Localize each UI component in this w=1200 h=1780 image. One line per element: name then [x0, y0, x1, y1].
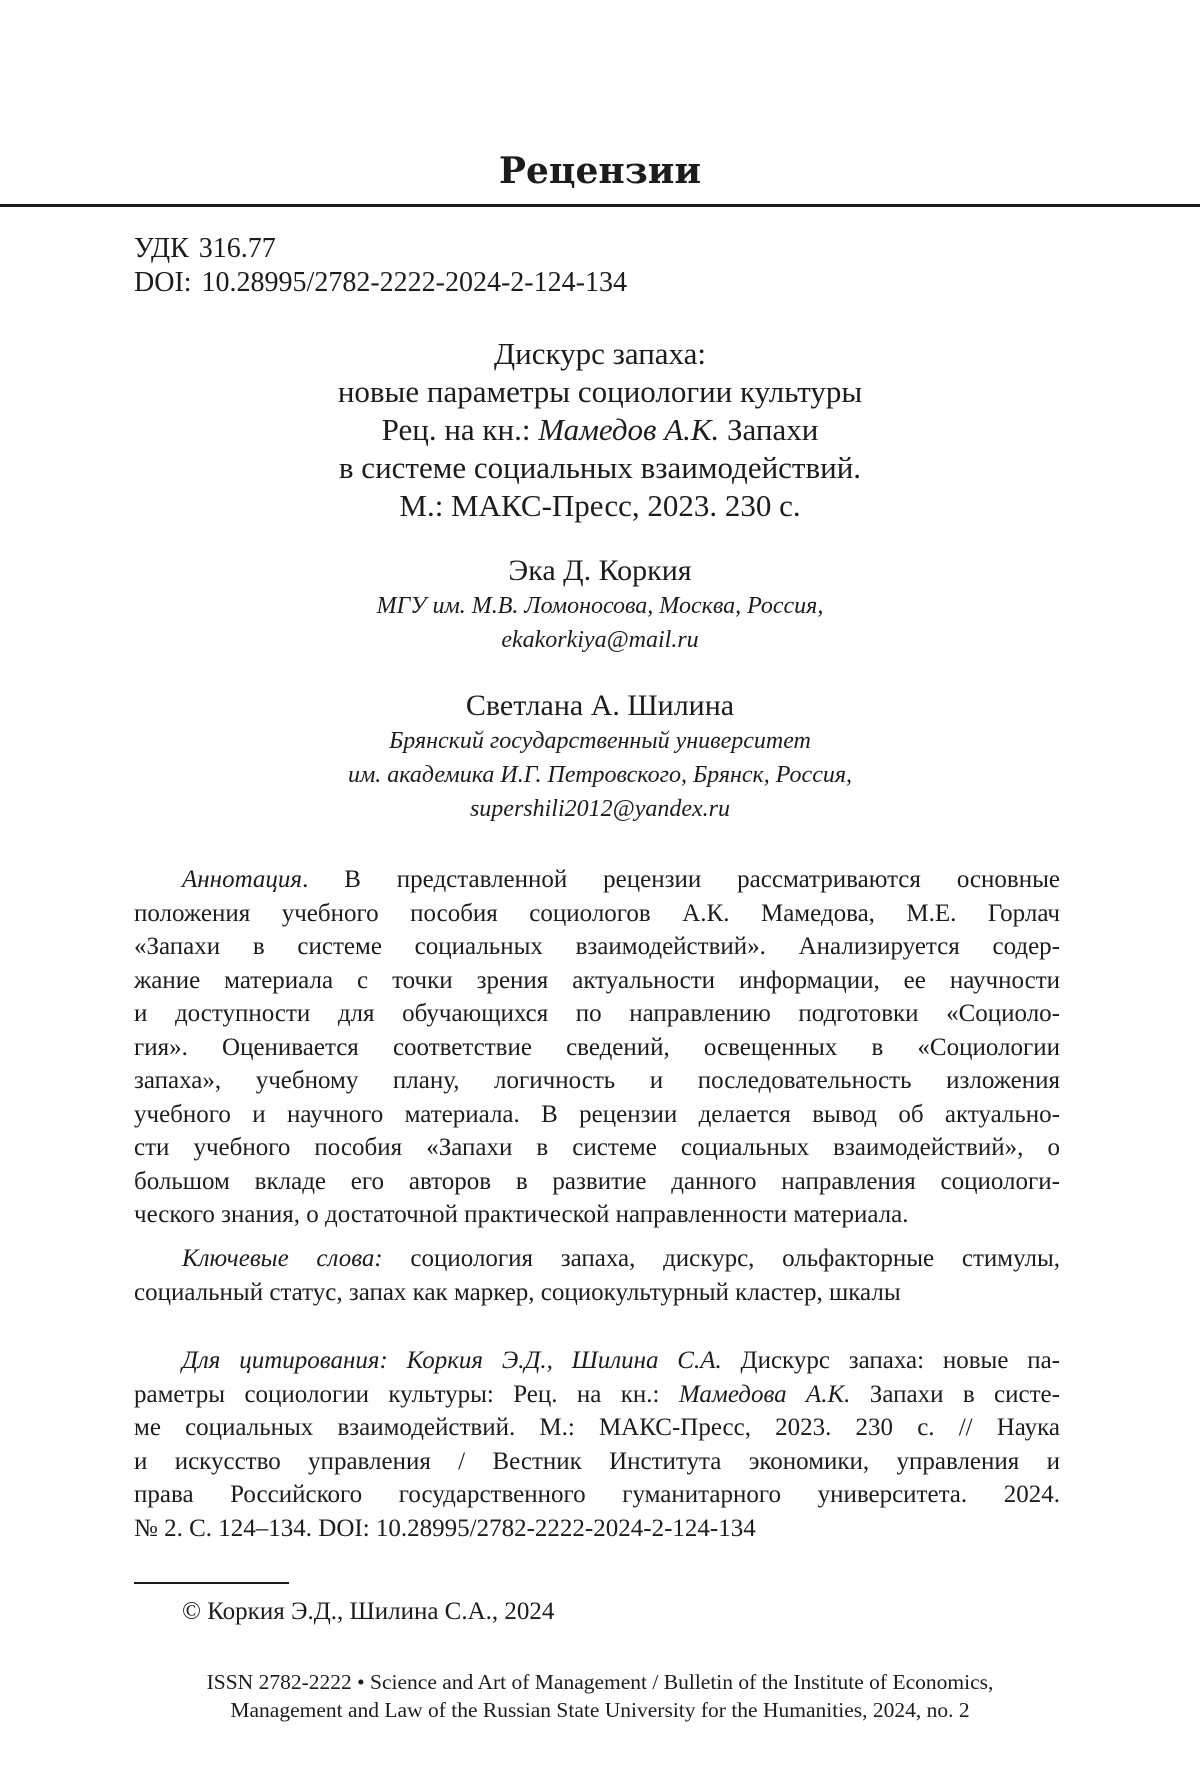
keywords-line: социальный статус, запах как маркер, социокультурный кластер, шкалы	[134, 1278, 901, 1306]
author-name: Эка Д. Коркия	[508, 554, 692, 587]
title-line-3	[0, 411, 1200, 449]
citation-line: и искусство управления / Вестник Института экономики, управления и	[134, 1447, 1060, 1475]
review-prefix: Рец. на кн.:	[381, 412, 539, 447]
udk-label: УДК	[134, 233, 189, 264]
author-affiliation: МГУ им. М.В. Ломоносова, Москва, Россия,	[376, 593, 824, 619]
article-meta	[134, 232, 627, 300]
copyright: © Коркия Э.Д., Шилина С.А., 2024	[182, 1598, 555, 1625]
footnote-rule	[134, 1582, 289, 1584]
header-rule	[0, 204, 1200, 207]
keywords-line: Ключевые слова: социология запаха, дискурс, ольфакторные стимулы,	[182, 1245, 1060, 1272]
abstract-label: Аннотация	[182, 866, 303, 893]
section-title: Рецензии	[498, 150, 702, 192]
title-line-5: М.: МАКС-Пресс, 2023. 230 с.	[399, 488, 801, 523]
author-block-2	[0, 688, 1200, 826]
doi-line	[134, 266, 627, 300]
title-line-2: новые параметры социологии культуры	[337, 374, 863, 409]
footer-line-1: ISSN 2782-2222 • Science and Art of Management / Bulletin of the Institute of Economics,	[206, 1670, 994, 1694]
abstract	[134, 863, 1060, 1232]
abstract-line: и доступности для обучающихся по направлению подготовки «Социоло-	[134, 1000, 1060, 1027]
author-name: Светлана А. Шилина	[465, 689, 735, 722]
abstract-line: учебного и научного материала. В рецензии делается вывод об актуально-	[134, 1100, 1060, 1128]
abstract-line: сти учебного пособия «Запахи в системе социальных взаимодействий», о	[134, 1134, 1060, 1161]
doi-value: 10.28995/2782-2222-2024-2-124-134	[201, 267, 627, 298]
abstract-line: «Запахи в системе социальных взаимодействий». Анализируется содер-	[134, 933, 1060, 960]
author-email[interactable]: supershili2012@yandex.ru	[469, 796, 731, 822]
author-affiliation: им. академика И.Г. Петровского, Брянск, Россия,	[347, 762, 853, 788]
citation-line: раметры социологии культуры: Рец. на кн.: Мамедова А.К. Запахи в систе-	[134, 1380, 1060, 1408]
doi-label: DOI:	[134, 267, 192, 298]
citation-line: Для цитирования: Коркия Э.Д., Шилина С.А. Дискурс запаха: новые па-	[182, 1347, 1061, 1374]
author-block-1	[0, 553, 1200, 657]
abstract-line: положения учебного пособия социологов А.К. Мамедова, М.Е. Горлач	[134, 899, 1060, 927]
citation-line: ме социальных взаимодействий. М.: МАКС-Пресс, 2023. 230 с. // Наука	[134, 1414, 1060, 1441]
author-email[interactable]: ekakorkiya@mail.ru	[501, 627, 699, 653]
abstract-line: ческого знания, о достаточной практической направленности материала.	[134, 1201, 909, 1228]
abstract-line: жание материала с точки зрения актуальности информации, ее научности	[134, 966, 1060, 994]
author-affiliation: Брянский государственный университет	[389, 728, 811, 754]
abstract-line: запаха», учебному плану, логичность и последовательность изложения	[134, 1067, 1060, 1094]
citation-line: права Российского государственного гуманитарного университета. 2024.	[134, 1481, 1060, 1508]
udk-value: 316.77	[198, 233, 276, 264]
reviewed-book-author: Мамедов А.К.	[538, 412, 720, 447]
cited-book-author: Мамедова А.К.	[678, 1380, 851, 1408]
citation-label: Для цитирования: Коркия Э.Д., Шилина С.А.	[182, 1347, 722, 1374]
abstract-line: Аннотация. В представленной рецензии рассматриваются основные	[182, 866, 1060, 893]
abstract-line: большом вкладе его авторов в развитие данного направления социологи-	[134, 1167, 1060, 1195]
title-line-4: в системе социальных взаимодействий.	[338, 450, 862, 485]
journal-footer	[0, 1668, 1200, 1724]
reviewed-book-title-start: Запахи	[719, 412, 819, 447]
citation	[134, 1344, 1060, 1545]
keywords-label: Ключевые слова:	[182, 1245, 383, 1272]
footer-line-2: Management and Law of the Russian State University for the Humanities, 2024, no. 2	[230, 1698, 970, 1722]
keywords	[134, 1242, 1060, 1309]
title-line-1: Дискурс запаха:	[493, 336, 707, 371]
abstract-line: гия». Оценивается соответствие сведений, освещенных в «Социологии	[134, 1033, 1060, 1061]
citation-line: № 2. С. 124–134. DOI: 10.28995/2782-2222-2024-2-124-134	[134, 1514, 756, 1542]
article-title	[0, 335, 1200, 525]
udk-line	[134, 232, 627, 266]
